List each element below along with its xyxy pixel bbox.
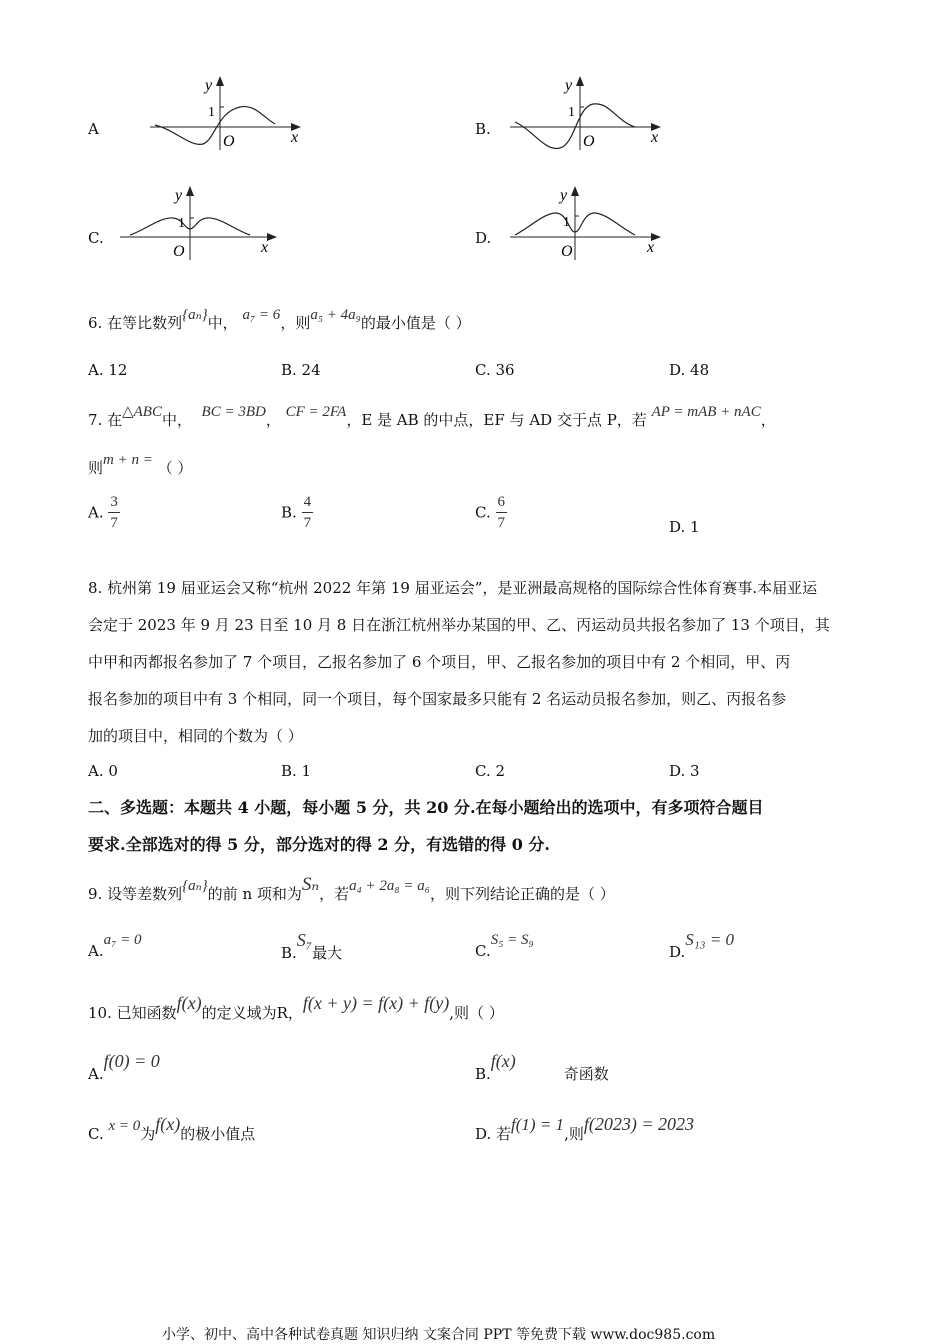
q7-math4: AP = mAB + nAC xyxy=(651,404,761,420)
q9-text1: 9. 设等差数列 xyxy=(88,885,183,903)
q9-text3: ，若 xyxy=(319,885,350,903)
q7-line2 xyxy=(88,452,193,478)
q8-option-c: C. 2 xyxy=(475,762,506,780)
graph-d-one-label: 1 xyxy=(563,215,570,230)
q8-line-5: 加的项目中，相同的个数为（ ） xyxy=(88,727,303,745)
q10-text2: 的定义域为R， xyxy=(201,1004,303,1022)
graph-a-x-label: x xyxy=(291,129,299,146)
q8-line-2: 会定于 2023 年 9 月 23 日至 10 月 8 日在浙江杭州举办某国的甲、乙、丙运动员共报名参加了 13 个项目，其 xyxy=(88,616,830,634)
q8-option-b: B. 1 xyxy=(281,762,312,780)
q7-math1: △ABC xyxy=(122,404,162,420)
q10-math1: f(x) xyxy=(176,993,202,1013)
page-footer: 小学、初中、高中各种试卷真题 知识归纳 文案合同 PPT 等免费下载 www.doc985.com xyxy=(162,1327,716,1343)
q7-option-a-fraction xyxy=(108,493,120,532)
q8-option-a: A. 0 xyxy=(88,762,118,780)
q7-line2-text: 则 xyxy=(88,459,104,477)
q10-option-c-text1: 为 xyxy=(140,1125,156,1143)
q10-option-d-label: D. 若 xyxy=(475,1125,512,1143)
frac-denominator: 7 xyxy=(497,515,505,531)
q10-text1: 10. 已知函数 xyxy=(88,1004,177,1022)
graph-c-one-label: 1 xyxy=(178,216,185,231)
q7-text5: ， xyxy=(760,411,776,429)
q10-option-b xyxy=(475,1051,609,1084)
q9-option-b-label: B. xyxy=(281,944,297,962)
q9-math1: {aₙ} xyxy=(182,878,208,894)
q7-line2-math: m + n = xyxy=(103,452,153,468)
q7-line2-tail: （ ） xyxy=(157,459,193,477)
q10-option-b-math: f(x) xyxy=(490,1051,516,1071)
q10-option-b-text: 奇函数 xyxy=(563,1065,609,1083)
q6-math2: a₇ = 6 xyxy=(242,307,281,323)
graph-c-x-label: x xyxy=(261,239,269,256)
frac-numerator: 3 xyxy=(110,494,118,510)
graph-b-origin-label: O xyxy=(583,133,595,150)
q10-text3: ,则（ ） xyxy=(449,1004,504,1022)
q10-option-b-label: B. xyxy=(475,1065,491,1083)
q9-text2: 的前 n 项和为 xyxy=(207,885,302,903)
option-label-b: B. xyxy=(475,120,491,138)
graph-a-origin-label: O xyxy=(223,133,235,150)
q10-option-c-math2: f(x) xyxy=(155,1114,181,1134)
q9-option-a-label: A. xyxy=(88,942,104,960)
frac-numerator: 6 xyxy=(497,494,505,510)
q6-option-b: B. 24 xyxy=(281,361,321,379)
graph-b xyxy=(505,72,665,152)
q8-line-3: 中甲和丙都报名参加了 7 个项目，乙报名参加了 6 个项目，甲、乙报名参加的项目中有 2 个相同，甲、丙 xyxy=(88,653,791,671)
q7-text2: 中， xyxy=(161,411,192,429)
q9-option-a xyxy=(88,932,142,961)
q8-option-d: D. 3 xyxy=(669,762,700,780)
frac-denominator: 7 xyxy=(110,515,118,531)
q7-option-c xyxy=(475,493,507,532)
q9-option-b-text: 最大 xyxy=(312,944,343,962)
q10-option-d-text1: ,则 xyxy=(564,1125,584,1143)
q6-text2: 中， xyxy=(207,314,238,332)
graph-b-y-label: y xyxy=(565,77,573,94)
q9-option-d-label: D. xyxy=(669,943,686,961)
graph-d-origin-label: O xyxy=(561,243,573,260)
frac-denominator: 7 xyxy=(303,515,312,531)
graph-c-origin-label: O xyxy=(173,243,185,260)
q7-option-c-label: C. xyxy=(475,503,491,522)
q9-option-d-math: S₁₃ = 0 xyxy=(685,930,735,949)
q7-math3: CF = 2FA xyxy=(285,404,347,420)
q10-option-a-label: A. xyxy=(88,1065,104,1083)
graph-a-one-label: 1 xyxy=(208,105,215,120)
q8-line-1: 8. 杭州第 19 届亚运会又称“杭州 2022 年第 19 届亚运会”，是亚洲最高规格的国际综合性体育赛事.本届亚运 xyxy=(88,579,818,597)
q7-text1: 7. 在 xyxy=(88,411,123,429)
q6-math1: {aₙ} xyxy=(182,307,208,323)
q6-text4: 的最小值是（ ） xyxy=(360,314,471,332)
q9-math2: Sₙ xyxy=(301,874,320,895)
q6-text1: 6. 在等比数列 xyxy=(88,314,183,332)
q9-math3: a₄ + 2a₈ = a₆ xyxy=(349,878,430,894)
q7-option-b-fraction xyxy=(302,493,314,532)
graph-c-y-label: y xyxy=(175,187,183,204)
q9-option-d xyxy=(669,930,735,962)
graph-a-y-label: y xyxy=(205,77,213,94)
q7-text4: ，E 是 AB 的中点，EF 与 AD 交于点 P，若 xyxy=(346,411,647,429)
frac-numerator: 4 xyxy=(303,494,312,510)
section-2-heading-line1: 二、多选题：本题共 4 小题，每小题 5 分，共 20 分.在每小题给出的选项中，有多项符合题目 xyxy=(88,798,764,817)
graph-c xyxy=(115,182,280,262)
q10-option-c-label: C. xyxy=(88,1125,104,1143)
question-9 xyxy=(88,874,615,905)
q7-option-b-label: B. xyxy=(281,503,297,522)
q9-option-b xyxy=(281,930,343,963)
q10-option-d xyxy=(475,1114,694,1144)
q6-option-a: A. 12 xyxy=(88,361,128,379)
option-label-c: C. xyxy=(88,229,104,247)
q9-option-a-math: a₇ = 0 xyxy=(103,932,142,948)
q9-option-c-label: C. xyxy=(475,942,491,960)
q10-option-a-math: f(0) = 0 xyxy=(103,1051,160,1071)
section-2-heading-line2: 要求.全部选对的得 5 分，部分选对的得 2 分，有选错的得 0 分. xyxy=(88,835,550,854)
q6-math3: a₅ + 4a₉ xyxy=(310,307,361,323)
q7-text3: ， xyxy=(265,411,281,429)
option-label-a: A xyxy=(88,120,99,138)
q10-option-c-text2: 的极小值点 xyxy=(180,1125,256,1143)
q10-option-c xyxy=(88,1114,256,1144)
q6-option-c: C. 36 xyxy=(475,361,515,379)
question-10 xyxy=(88,993,504,1023)
q7-option-a-label: A. xyxy=(88,503,104,522)
graph-b-x-label: x xyxy=(651,129,659,146)
q7-math2: BC = 3BD xyxy=(201,404,266,420)
q10-option-d-math1: f(1) = 1 xyxy=(511,1115,565,1134)
q10-option-c-math1: x = 0 xyxy=(108,1118,141,1134)
q10-option-d-math2: f(2023) = 2023 xyxy=(583,1114,694,1134)
graph-b-one-label: 1 xyxy=(568,105,575,120)
q8-line-4: 报名参加的项目中有 3 个相同，同一个项目，每个国家最多只能有 2 名运动员报名参加，则乙、丙报名参 xyxy=(88,690,787,708)
q7-option-b xyxy=(281,493,313,532)
q7-option-a xyxy=(88,493,120,532)
q10-math2: f(x + y) = f(x) + f(y) xyxy=(302,993,450,1013)
q6-option-d: D. 48 xyxy=(669,361,710,379)
q9-text4: ，则下列结论正确的是（ ） xyxy=(429,885,615,903)
graph-d-y-label: y xyxy=(560,187,568,204)
q7-option-d: D. 1 xyxy=(669,518,700,536)
graph-d xyxy=(505,182,665,262)
q6-text3: ，则 xyxy=(280,314,311,332)
question-6 xyxy=(88,307,471,333)
question-7 xyxy=(88,404,776,430)
q9-option-b-math: S₇ xyxy=(296,930,313,950)
q9-option-c xyxy=(475,932,534,961)
option-label-d: D. xyxy=(475,229,492,247)
q9-option-c-math: S₅ = S₉ xyxy=(490,932,534,948)
graph-d-x-label: x xyxy=(647,239,655,256)
q10-option-a xyxy=(88,1051,160,1084)
q7-option-c-fraction xyxy=(496,493,508,532)
graph-a xyxy=(145,72,305,152)
